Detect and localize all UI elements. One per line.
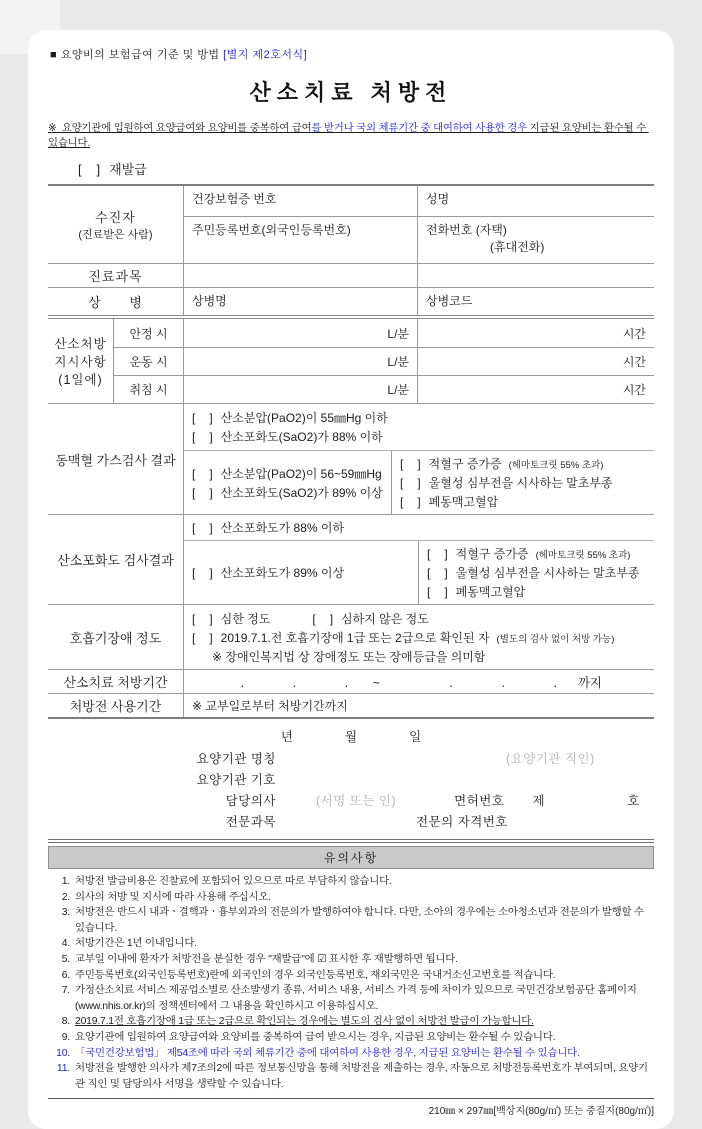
oxygen-rx-label-3: (1일에) xyxy=(58,373,103,387)
resp-not-severe-label: 심하지 않은 정도 xyxy=(341,612,429,626)
notes-top-divider xyxy=(48,839,654,843)
note-no: 9. xyxy=(61,1032,70,1044)
org-code-row xyxy=(48,770,654,788)
note-text: 교부일 이내에 환자가 처방전을 분실한 경우 "재발급"에 ☑ 표시한 후 재발행하면 됩니다. xyxy=(75,954,458,966)
form-reference-label: [별지 제2호서식] xyxy=(223,49,308,61)
usage-period-value: ※ 교부일로부터 처방기간까지 xyxy=(183,694,654,717)
rx-period-field[interactable]: . . . ~ . . . 까지 xyxy=(183,670,654,693)
note-text: 처방기간은 1년 이내입니다. xyxy=(75,938,197,950)
spo2-edema-checkbox[interactable]: [ ] xyxy=(427,566,449,580)
abg-erythrocytosis-checkbox[interactable]: [ ] xyxy=(400,457,422,471)
oxygen-rx-label-2: 지시사항 xyxy=(54,355,107,369)
note-no: 1. xyxy=(61,876,70,887)
disease-label: 상 병 xyxy=(88,295,143,310)
oxygen-exercise-flow-field[interactable] xyxy=(183,347,417,375)
doctor-label: 담당의사 xyxy=(225,794,276,808)
license-suffix: 호 xyxy=(627,794,640,808)
time-unit-label: 시간 xyxy=(622,383,646,397)
doctor-row xyxy=(48,791,654,809)
time-unit-label: 시간 xyxy=(622,326,646,341)
org-code-label: 요양기관 기호 xyxy=(196,773,276,787)
note-item-10 xyxy=(48,1046,654,1062)
resp-severe-checkbox[interactable]: [ ] xyxy=(192,612,214,626)
oxygen-rx-label-1: 산소처방 xyxy=(54,337,107,351)
resp-not-severe-checkbox[interactable]: [ ] xyxy=(312,612,335,626)
spo2-erythrocytosis-label: 적혈구 증가증 xyxy=(455,547,529,561)
bottom-divider xyxy=(48,1098,654,1099)
phone-mobile-label: (휴대전화) xyxy=(490,240,545,254)
note-item-1 xyxy=(48,874,654,890)
prescription-form-page xyxy=(28,30,674,1129)
oxygen-rest-time-field[interactable] xyxy=(417,319,654,347)
top-notice xyxy=(48,119,654,149)
spo2-erythrocytosis-checkbox[interactable]: [ ] xyxy=(427,547,449,561)
notes-list xyxy=(48,874,654,1093)
spo2-label: 산소포화도 검사결과 xyxy=(57,553,174,568)
note-text: 요양기관에 입원하여 요양급여와 요양비를 중복하여 급여 받으시는 경우, 지급된 요양비는 환수될 수 있습니다. xyxy=(75,1032,556,1044)
abg-edema-label: 울혈성 심부전을 시사하는 말초부종 xyxy=(428,476,613,490)
insurance-no-field[interactable] xyxy=(183,186,417,216)
note-text: 처방전 발급비용은 진찰료에 포함되어 있으므로 따로 부담하지 않습니다. xyxy=(75,876,392,887)
phone-home-label: 전화번호 (자택) xyxy=(426,223,507,237)
top-notice-prefix: ※ 요양기관에 입원하여 요양급여와 요양비를 중복하여 급여 xyxy=(48,123,312,134)
issue-date-line: 년 월 일 xyxy=(280,730,422,744)
notes-title-bar: 유의사항 xyxy=(48,846,654,869)
resp-disability-content xyxy=(183,605,654,669)
oxygen-sleep-flow-field[interactable] xyxy=(183,375,417,403)
note-no: 8. xyxy=(61,1016,70,1028)
license-prefix: 제 xyxy=(532,794,546,808)
note-no: 3. xyxy=(61,907,70,919)
dept-label: 진료과목 xyxy=(88,269,143,284)
spo2-pah-checkbox[interactable]: [ ] xyxy=(427,585,449,599)
note-no: 7. xyxy=(61,985,70,997)
disease-section xyxy=(48,288,654,315)
usage-period-label: 처방전 사용기간 xyxy=(69,699,162,714)
patient-label xyxy=(48,186,183,263)
note-text: 가정산소치료 서비스 제공업소별로 산소발생기 종류, 서비스 내용, 서비스 가격 등에 차이가 있으므로 국민건강보험공단 홈페이지(www.nhis.or.kr)의 정책센터에서 그 내용을 확인하시고 이용하십시오. xyxy=(75,985,637,1012)
patient-label-sub: (진료받은 사람) xyxy=(78,229,153,241)
time-unit-label: 시간 xyxy=(622,355,646,369)
abg-erythrocytosis-label: 적혈구 증가증 xyxy=(428,457,502,471)
note-item-2 xyxy=(48,890,654,906)
form-classification-line xyxy=(50,46,654,62)
abg-sao2-88-checkbox[interactable]: [ ] xyxy=(192,430,214,444)
oxygen-rest-flow-field[interactable] xyxy=(183,319,417,347)
note-item-8 xyxy=(48,1014,654,1030)
spo2-88-label: 산소포화도가 88% 이하 xyxy=(220,521,345,535)
abg-sao2-88-label: 산소포화도(SaO2)가 88% 이하 xyxy=(220,430,383,444)
note-no: 10. xyxy=(56,1047,70,1059)
oxygen-exercise-label: 운동 시 xyxy=(113,347,183,375)
reissue-checkbox[interactable]: [ ] xyxy=(78,162,102,177)
abg-pah-checkbox[interactable]: [ ] xyxy=(400,495,422,509)
reissue-row xyxy=(78,159,654,178)
note-text: 2019.7.1전 호흡기장애 1급 또는 2급으로 확인되는 경우에는 별도의 검사 없이 처방전 발급이 가능합니다. xyxy=(75,1016,534,1028)
abg-sao2-89-checkbox[interactable]: [ ] xyxy=(192,485,214,500)
oxygen-sleep-label: 취침 시 xyxy=(113,375,183,403)
resp-severe-label: 심한 정도 xyxy=(220,612,271,626)
resident-no-label: 주민등록번호(외국인등록번호) xyxy=(192,223,351,237)
top-notice-suffix: 지급된 요양비는 환수될 수 있습니다. xyxy=(48,123,649,149)
note-item-3 xyxy=(48,905,654,936)
org-seal-hint: (요양기관 직인) xyxy=(506,752,595,766)
abg-pao2-56-59-label: 산소분압(PaO2)이 56~59㎜Hg xyxy=(220,466,382,481)
note-no: 11. xyxy=(56,1063,70,1075)
disease-code-label: 상병코드 xyxy=(426,294,473,308)
note-item-7 xyxy=(48,983,654,1014)
disease-name-label: 상병명 xyxy=(192,294,227,308)
abg-pao2-55-label: 산소분압(PaO2)이 55㎜Hg 이하 xyxy=(220,411,388,425)
flow-unit-label: L/분 xyxy=(387,355,409,369)
note-no: 4. xyxy=(61,938,70,950)
disease-code-field[interactable] xyxy=(417,288,654,315)
page-title: 산소치료 처방전 xyxy=(249,80,453,105)
dept-section xyxy=(48,264,654,288)
resp-disability-section xyxy=(48,605,654,670)
note-item-6 xyxy=(48,968,654,984)
top-notice-highlight: 를 받거나 국외 체류기간 중 대여하여 사용한 경우 xyxy=(311,123,527,134)
abg-erythrocytosis-small: (헤마토크릿 55% 초과) xyxy=(508,460,604,471)
form-category-label: ■ 요양비의 보험급여 기준 및 방법 xyxy=(50,49,224,61)
note-text: 의사의 처방 및 지시에 따라 사용해 주십시오. xyxy=(75,891,271,903)
disease-name-field[interactable] xyxy=(183,288,417,315)
patient-section xyxy=(48,186,654,264)
specialist-no-label: 전문의 자격번호 xyxy=(416,815,508,829)
note-item-11 xyxy=(48,1061,654,1092)
spo2-89-checkbox[interactable]: [ ] xyxy=(192,566,214,580)
spo2-89-label: 산소포화도가 89% 이상 xyxy=(220,566,345,580)
phone-field[interactable] xyxy=(417,216,654,263)
rx-period-label: 산소치료 처방기간 xyxy=(63,675,168,690)
usage-period-section xyxy=(48,694,654,719)
rx-period-section xyxy=(48,670,654,694)
specialty-row xyxy=(48,812,654,830)
patient-name-field[interactable] xyxy=(417,186,654,216)
org-name-label: 요양기관 명칭 xyxy=(196,752,276,766)
note-text: 「국민건강보험법」 제54조에 따라 국외 체류기간 중에 대여하여 사용한 경우, 지급된 요양비는 환수될 수 있습니다. xyxy=(75,1047,580,1059)
patient-name-label: 성명 xyxy=(426,192,450,206)
abg-edema-checkbox[interactable]: [ ] xyxy=(400,476,422,490)
flow-unit-label: L/분 xyxy=(387,326,409,341)
spo2-88-checkbox[interactable]: [ ] xyxy=(192,521,214,535)
resp-disability-note: ※ 장애인복지법 상 장애정도 또는 장애등급을 의미함 xyxy=(212,650,486,664)
note-text: 처방전은 반드시 내과ㆍ결핵과ㆍ흉부외과의 전문의가 발행하여야 합니다. 다만, 소아의 경우에는 소아청소년과 전문의가 발행할 수 있습니다. xyxy=(75,907,644,934)
abg-label: 동맥혈 가스검사 결과 xyxy=(55,452,176,468)
note-text: 주민등록번호(외국인등록번호)란에 외국인의 경우 외국인등록번호, 재외국민은 국내거소신고번호를 적습니다. xyxy=(75,969,556,981)
org-name-row xyxy=(48,749,654,767)
note-no: 2. xyxy=(61,891,70,903)
reissue-label: 재발급 xyxy=(109,162,147,177)
form-table xyxy=(48,184,654,719)
abg-content xyxy=(183,404,654,514)
patient-label-main: 수진자 xyxy=(95,210,136,225)
resp-grade12-checkbox[interactable]: [ ] xyxy=(192,631,214,645)
spo2-section xyxy=(48,515,654,605)
resp-grade12-label: 2019.7.1.전 호흡기장애 1급 또는 2급으로 확인된 자 xyxy=(220,631,490,645)
paper-spec-label: 210㎜ × 297㎜[백상지(80g/㎡) 또는 중질지(80g/㎡)] xyxy=(428,1105,654,1117)
note-no: 5. xyxy=(61,954,70,966)
note-no: 6. xyxy=(61,969,70,981)
abg-section xyxy=(48,404,654,515)
resident-no-field[interactable] xyxy=(183,216,417,263)
doctor-sign-hint: (서명 또는 인) xyxy=(316,794,397,808)
note-item-5 xyxy=(48,952,654,968)
dept-field-right[interactable] xyxy=(417,264,654,287)
note-text: 처방전을 발행한 의사가 제7조의2에 따른 정보통신망을 통해 처방전을 제출하는 경우, 자동으로 처방전등록번호가 부여되며, 요양기관 직인 및 담당의사 서명을 생략할 수 있습니다. xyxy=(75,1063,648,1090)
resp-grade12-small: (별도의 검사 없이 처방 가능) xyxy=(496,634,615,645)
abg-pah-label: 폐동맥고혈압 xyxy=(428,495,499,509)
spo2-erythrocytosis-small: (헤마토크릿 55% 초과) xyxy=(535,550,631,561)
specialty-label: 전문과목 xyxy=(225,815,276,829)
license-no-label: 면허번호 xyxy=(454,794,505,808)
spo2-content xyxy=(183,515,654,604)
insurance-no-label: 건강보험증 번호 xyxy=(192,192,277,206)
note-item-4 xyxy=(48,936,654,952)
oxygen-rx-label xyxy=(48,319,113,403)
resp-disability-label: 호흡기장애 정도 xyxy=(69,630,162,646)
oxygen-rx-section xyxy=(48,319,654,404)
abg-pao2-56-59-checkbox[interactable]: [ ] xyxy=(192,466,214,481)
spo2-edema-label: 울혈성 심부전을 시사하는 말초부종 xyxy=(455,566,640,580)
flow-unit-label: L/분 xyxy=(387,383,409,397)
oxygen-rest-label: 안정 시 xyxy=(113,319,183,347)
oxygen-sleep-time-field[interactable] xyxy=(417,375,654,403)
dept-field[interactable] xyxy=(183,264,417,287)
oxygen-exercise-time-field[interactable] xyxy=(417,347,654,375)
spo2-pah-label: 폐동맥고혈압 xyxy=(455,585,526,599)
note-item-9 xyxy=(48,1030,654,1046)
abg-pao2-55-checkbox[interactable]: [ ] xyxy=(192,411,214,425)
abg-sao2-89-label: 산소포화도(SaO2)가 89% 이상 xyxy=(220,485,383,500)
